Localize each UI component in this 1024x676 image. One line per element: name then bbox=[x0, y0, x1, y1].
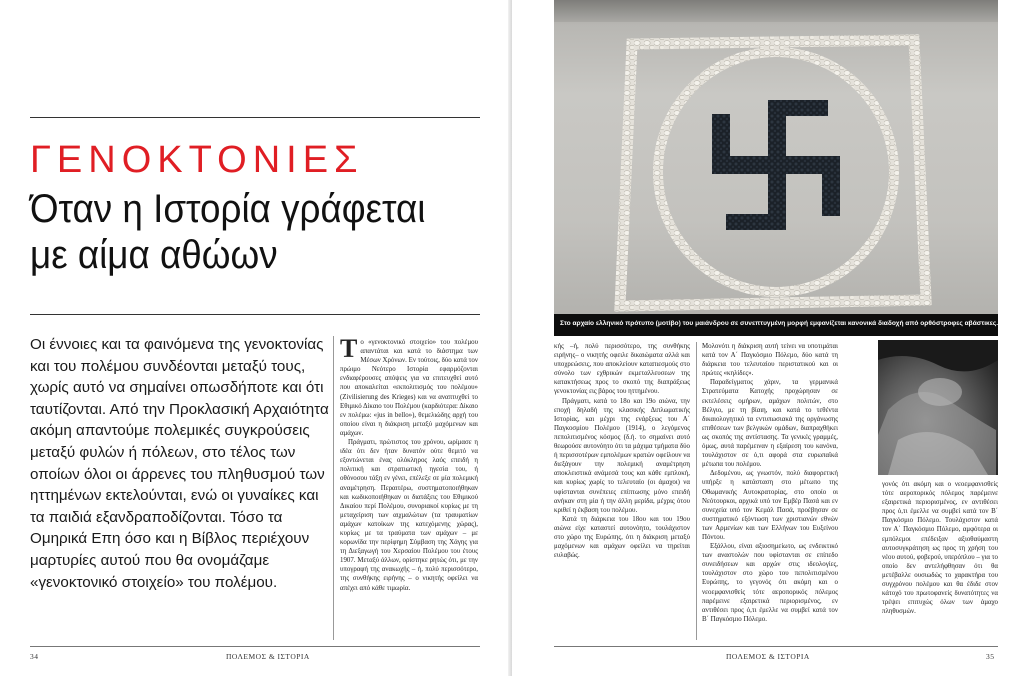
bottom-rule bbox=[554, 646, 998, 647]
body-column bbox=[340, 338, 478, 640]
headline-line-1: Όταν η Ιστορία γράφεται bbox=[30, 187, 426, 231]
headline bbox=[30, 186, 462, 278]
body-column-2 bbox=[702, 342, 838, 640]
column-divider bbox=[696, 342, 697, 640]
dropcap-letter: Τ bbox=[340, 338, 358, 363]
body-paragraph bbox=[340, 338, 478, 438]
running-title: ΠΟΛΕΜΟΣ & ΙΣΤΟΡΙΑ bbox=[226, 652, 310, 661]
right-page bbox=[512, 0, 1024, 676]
swastika-mosaic-photo bbox=[554, 0, 998, 314]
running-title: ΠΟΛΕΜΟΣ & ΙΣΤΟΡΙΑ bbox=[726, 652, 810, 661]
body-paragraph: Μολονότι η διάκριση αυτή τείνει να υποτιμάται κατά τον Α΄ Παγκόσμιο Πόλεμο, δύο κατά τη διάρκεια του τελευταίου περιστατικού και οι πρώτες «κηλίδες». bbox=[702, 343, 838, 378]
top-rule bbox=[30, 117, 480, 118]
body-paragraph-text: ο «γενοκτονικό στοιχείο» του πολέμου απαντάται και κατά το διάστημα των Μέσων Χρόνων. Εν τούτοις, δύο κατά τον πρώιμο Νεότερο Ιστορία εφαρμόζονται ενδιαφέρουσες απόψεις για να επιτευχθεί αυτό που αποκαλείται «εκπολιτισμός του πολέμου» (Zivilisierung des Krieges) και να αναπτυχθεί το Εθιμικό Δίκαιο του Πολέμου (καρδιότερα: Δίκαιο εν πολέμω: «jus in bello»), θεμελιώδης αρχή του οποίου είναι η διάκριση μεταξύ μαχόμενων και αμάχων. bbox=[340, 339, 478, 437]
body-column-3 bbox=[882, 480, 998, 640]
page-number: 34 bbox=[30, 652, 39, 661]
body-paragraph: γονός ότι ακόμη και ο νεοεμφανισθείς τότε αεροπορικός πόλεμος παρέμεινε εξαιρετικά περιορισμένος, εν αντιθέσει προς ό,τι έμελλε να συμβεί κατά τον Β΄ Παγκόσμιο Πόλεμο. Τουλάχιστον κατά τον Α΄ Παγκόσμιο Πόλεμο, αμφότερα οι εμπόλεμοι επέδειξαν αξιοθαύμαστη αυτοσυγκράτηση ως προς τη χρήση του νέου αυτού, φοβερού, υπερόπλου – για το οποίο δεν αντελήφθησαν ότι θα μετέβαλλε ουσιωδώς το χαρακτήρα του συγχρόνου πολέμου και θα έδιδε στον κάτοχό του πρωτοφανείς δυνατότητες να τρέψει επιτυχώς όλων των άμαχο πληθυσμών. bbox=[882, 481, 998, 616]
photo-caption-bar bbox=[554, 314, 998, 336]
body-paragraph: Πράγματι, κατά το 18ο και 19ο αιώνα, την εποχή δηλαδή της κλασικής Διπλωματικής Ιστορίας, και μέχρι της ενάρξεως του Α΄ Παγκοσμίου Πολέμου (1914), ο λεγόμενος πεπολιτισμένος κόσμος (δ.ή. το σημαίνει αυτό θεωρούσε αυτονόητο ότι τα μάχιμα τμήματα δύο ή περισσοτέρων εμπολέμων κρατών οφείλουν να διεξάγουν την πολεμική αναμέτρηση αποκλειστικά ανάμεσά τους και κάθε εμπλοκή, και κυρίως χωρίς το τελευταίο (οι άμαχοι) να υφίστανται συνέπειες επίπτωσης μόνο επειδή ανήκαν στη μία ή την άλλη μερίδα, μέχρις ότου κριθεί η έκβαση του πολέμου. bbox=[554, 397, 690, 514]
body-paragraph: Πράγματι, πρώτιστος του χρόνου, ωρίμασε η ιδέα ότι δεν ήταν δυνατόν ούτε θεμιτό να εξοντώνεται ένας ολόκληρος λαός επειδή η πολιτική και στρατιωτική ηγεσία του, ή οθόνοσου τάξη εν γένει, επέλεξε σε μία πολεμική αναμέτρηση. Περαιτέρω, συστηματοποιήθηκαν και κωδικοποιήθηκαν οι διατάξεις του Εθιμικού Δικαίου περί Πολέμου, συνοριακοί κυρίως με τη μεταχείριση των αιχμαλώτων (τα τραυματίων αμάχων κατοίκων της κατεχόμενης χώρας), κυρίως με τα τραύματα των αμάχων – με κορωνίδα την περίφημη Σύμβαση της Χάγης για τη Διεξαγωγή του Χερσαίου Πολέμου του έτους 1907. Μεταξύ άλλων, ορίστηκε ρητώς ότι, με την υπογραφή της ανακωχής – ή, πολύ περισσότερο, της συνθήκης ειρήνης – ο νικητής οφείλει να απέχει από κάθε τιμωρία. bbox=[340, 439, 478, 592]
victims-image bbox=[878, 340, 998, 475]
headline-line-2: με αίμα αθώων bbox=[30, 233, 278, 277]
body-paragraph: Δεδομένου, ως γνωστόν, πολύ διαφορετική υπήρξε η κατάσταση στο μέτωπο της Οθωμανικής Αυτοκρατορίας, στο οποίο οι Νεότουρκοι, αρχικά υπό τον Εμβέρ Πασά και εν συνεχεία υπό τον Κεμάλ Πασά, προέβησαν σε συστηματικό εξόντωση των χριστιανών εθνών των Αρμενίων και των Ελλήνων του Ευξείνου Πόντου. bbox=[702, 470, 838, 541]
body-paragraph: Κατά τη διάρκεια του 18ου και του 19ου αιώνα είχε καταστεί αυτονόητο, τουλάχιστον στο χώρο της Ευρώπης, ότι η διάκριση μεταξύ μαχόμενων και αμάχων οφείλει να τηρείται ευλαβώς. bbox=[554, 515, 690, 560]
bottom-rule bbox=[30, 646, 480, 647]
pebble-mosaic-image bbox=[554, 0, 998, 314]
headline-rule bbox=[30, 314, 480, 315]
victims-photo bbox=[878, 340, 998, 475]
body-paragraph: Παραδείγματος χάριν, τα γερμανικά Στρατεύματα Κατοχής προχώρησαν σε εκτελέσεις ομήρων, αμάχων πολιτών, στο Βέλγιο, με τη βίαιη, και κατά το τεθέντα δικαιολογητικό τα εντυπωσιακά της οργάνωσης επιθέσεων των βελγικών ομάδων, διαπραχθήκει ως σκοπός της αντίστασης. Τα γενικές γραμμές, όμως, αυτά παρέμειναν η εξαίρεση του κανόνα, τουλάχιστον σε ό,τι αφορά στα ευρωπαϊκά μέτωπα του πολέμου. bbox=[702, 379, 838, 469]
body-paragraph: Εξάλλου, είναι αξιοσημείωτο, ως ενδεικτικό των αναστολών που υφίστανται σε επίπεδο συνειδήσεων και αρχών στις ιδεολογίες, τουλάχιστον στο χώρο του πεπολιτισμένου Ευρώπης, το γεγονός ότι ακόμη και ο νεοεμφανισθείς τότε αεροπορικός πόλεμος παρέμεινε εξαιρετικά περιορισμένος, εν αντιθέσει προς ό,τι έμελλε να συμβεί κατά τον Β΄ Παγκόσμιο Πόλεμο. bbox=[702, 543, 838, 623]
body-column-1 bbox=[554, 342, 690, 640]
page-number: 35 bbox=[986, 652, 995, 661]
body-paragraph: κής –ή, πολύ περισσότερο, της συνθήκης ειρήνης– ο νικητής οφειλε δικαιώματα αλλά και υποχρεώσεις, που αποκλείουν καταπιεσμούς στο σύνολο των εχθρικών εκμεταλλευσεων της κατακτήσεως προς το σκοπό της διαπράξεως γενοκτονίας εις βάρος του ηττημένου. bbox=[554, 343, 690, 396]
lead-paragraph: Οι έννοιες και τα φαινόμενα της γενοκτονίας και του πολέμου συνδέονται μεταξύ τους, χωρίς αυτό να σημαίνει οπωσδήποτε και ότι ταυτίζονται. Από την Προκλασική Αρχαιότητα ακόμη απαντούμε πολεμικές συγκρούσεις μεταξύ φυλών ή πόλεων, στο τέλος των οποίων όλοι οι άρρενες του πληθυσμού των ηττημένων εκτελούνται, ενώ οι γυναίκες και τα παιδιά εξανδραποδίζονται. Τόσο τα Ομηρικά Επη όσο και η Βίβλος περιέχουν μαρτυρίες αυτού που θα ονομάζαμε «γενοκτονικό στοιχείο» του πολέμου. bbox=[30, 336, 329, 591]
column-divider bbox=[333, 336, 334, 640]
photo-caption: Στο αρχαίο ελληνικό πρότυπο (μοτίβο) του μαιάνδρου σε συνεπτυγμένη μορφή εμφανίζεται κανονικά διαδοχή από ορθόστροφες αβάστικες. bbox=[560, 320, 999, 327]
kicker-title: ΓΕΝΟΚΤΟΝΙΕΣ bbox=[30, 139, 364, 181]
